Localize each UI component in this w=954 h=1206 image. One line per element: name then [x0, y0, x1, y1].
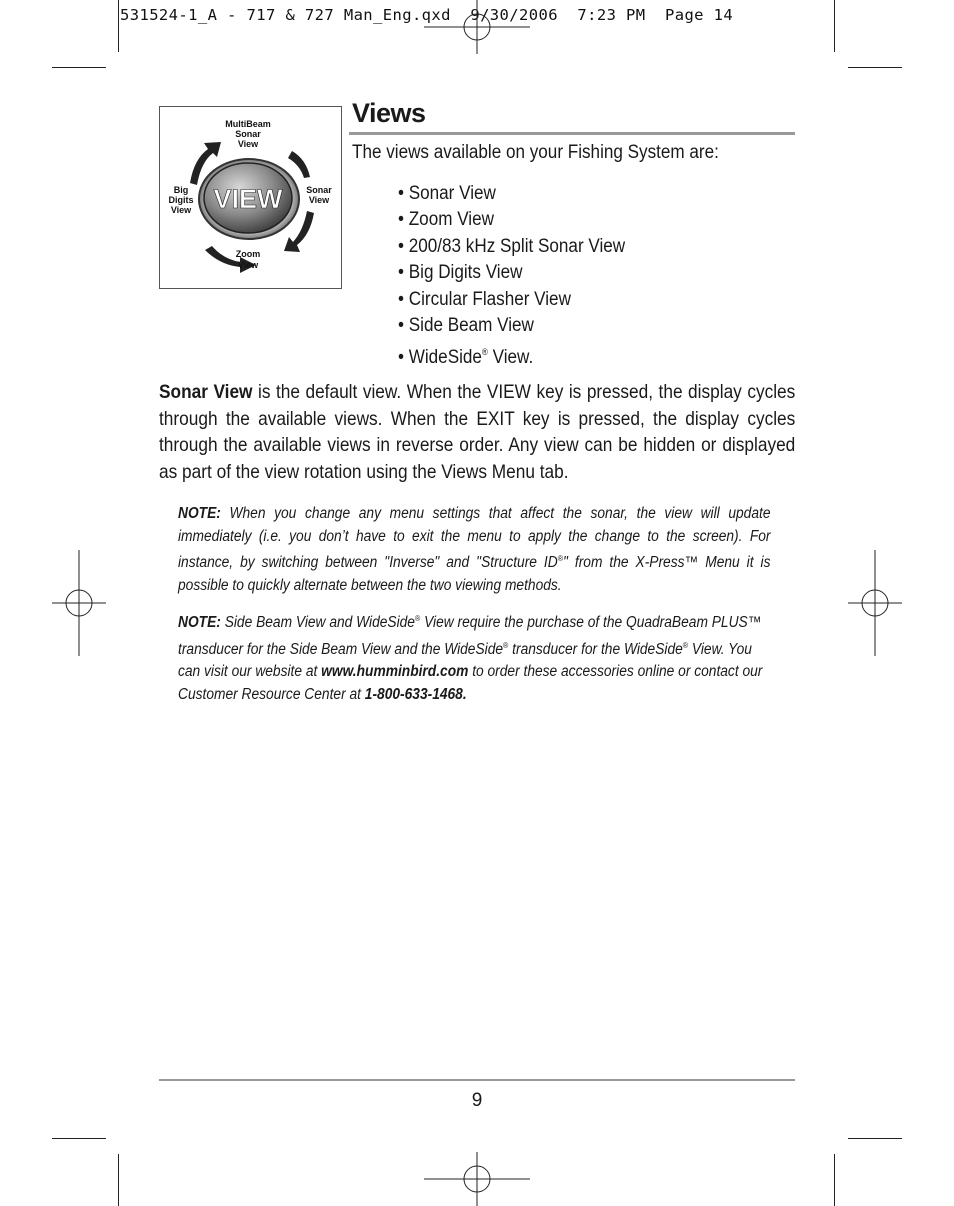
crop-mark [834, 0, 835, 52]
views-list [398, 181, 625, 372]
label-zoom-1: Zoom [235, 249, 261, 259]
note-menu-settings [178, 503, 770, 597]
body-lead: Sonar View [159, 382, 253, 403]
registration-mark-top [424, 0, 530, 56]
body-paragraph [159, 380, 795, 486]
label-bigdigits-3: View [170, 205, 192, 215]
list-item: • Big Digits View [398, 262, 523, 284]
registration-mark-bottom [424, 1152, 530, 1206]
page-number: 9 [471, 1090, 483, 1111]
registered-mark: ® [557, 554, 564, 564]
title-rule [349, 132, 795, 135]
view-key-label: VIEW [213, 184, 283, 214]
note-text: transducer for the WideSide [508, 640, 683, 658]
registered-mark: ® [682, 640, 689, 650]
label-sonar-2: View [308, 195, 330, 205]
crop-mark [834, 1154, 835, 1206]
view-key-figure [159, 106, 342, 289]
crop-mark [52, 67, 106, 68]
note-text: View. You can visit our website at [178, 640, 752, 681]
page-title: Views [352, 98, 426, 128]
crop-mark [848, 67, 902, 68]
note-label: NOTE: [178, 505, 221, 522]
label-multibeam-1: MultiBeam [225, 119, 271, 129]
print-slug-line: 531524-1_A - 717 & 727 Man_Eng.qxd 9/30/2006 7:23 PM Page 14 [120, 6, 734, 24]
crop-mark [118, 1154, 119, 1206]
registration-mark-right [846, 550, 902, 656]
list-item-suffix: View. [487, 347, 534, 369]
registration-mark-left [52, 550, 108, 656]
registered-mark: ® [414, 614, 421, 623]
list-item: • Circular Flasher View [398, 288, 571, 310]
crop-mark [848, 1138, 902, 1139]
view-cycle-diagram [160, 107, 341, 288]
note-accessories [178, 608, 770, 706]
list-item: • Zoom View [398, 209, 494, 231]
body-text: is the default view. When the VIEW key is pressed, the display cycles through the available views. When the EXIT key is pressed, the display cycles through the available views in reverse order. Any view can be hidden or displayed as part of the view rotation using the Views Menu tab. [159, 382, 796, 483]
list-item-text: • WideSide [398, 347, 482, 369]
note-text: When you change any menu settings that affect the sonar, the view will update immediately (i.e. you don’t have to exit the menu to apply the change to the screen). For instance, by switching between "Inverse" and "Structure ID [178, 505, 771, 572]
note-text: " from the X-Press™ Menu it is possible to quickly alternate between the two viewing methods. [178, 554, 771, 594]
website-link[interactable]: www.humminbird.com [321, 663, 469, 681]
label-bigdigits-2: Digits [168, 195, 194, 205]
label-multibeam-2: Sonar [235, 129, 261, 139]
phone-number: 1-800-633-1468. [364, 685, 467, 703]
registered-mark: ® [503, 640, 509, 650]
note-text: Side Beam View and WideSide [220, 614, 415, 631]
note-text: to order these accessories online or contact our Customer Resource Center at [178, 663, 763, 703]
label-sonar-1: Sonar [306, 185, 332, 195]
label-zoom-2: View [237, 260, 259, 270]
list-item: • Sonar View [398, 183, 496, 204]
list-item: • 200/83 kHz Split Sonar View [398, 235, 626, 257]
registered-mark: ® [481, 347, 488, 358]
intro-text: The views available on your Fishing System are: [352, 142, 719, 163]
label-bigdigits-1: Big [173, 185, 189, 195]
crop-mark [118, 0, 119, 52]
note-text: View require the purchase of the QuadraBeam PLUS™ transducer for the Side Beam View and the WideSide [178, 614, 762, 658]
note-label: NOTE: [178, 614, 221, 631]
crop-mark [52, 1138, 106, 1139]
list-item [398, 339, 625, 371]
label-multibeam-3: View [237, 139, 259, 149]
arrow-icon [288, 151, 310, 178]
list-item: • Side Beam View [398, 315, 534, 337]
footer-rule [159, 1079, 795, 1081]
